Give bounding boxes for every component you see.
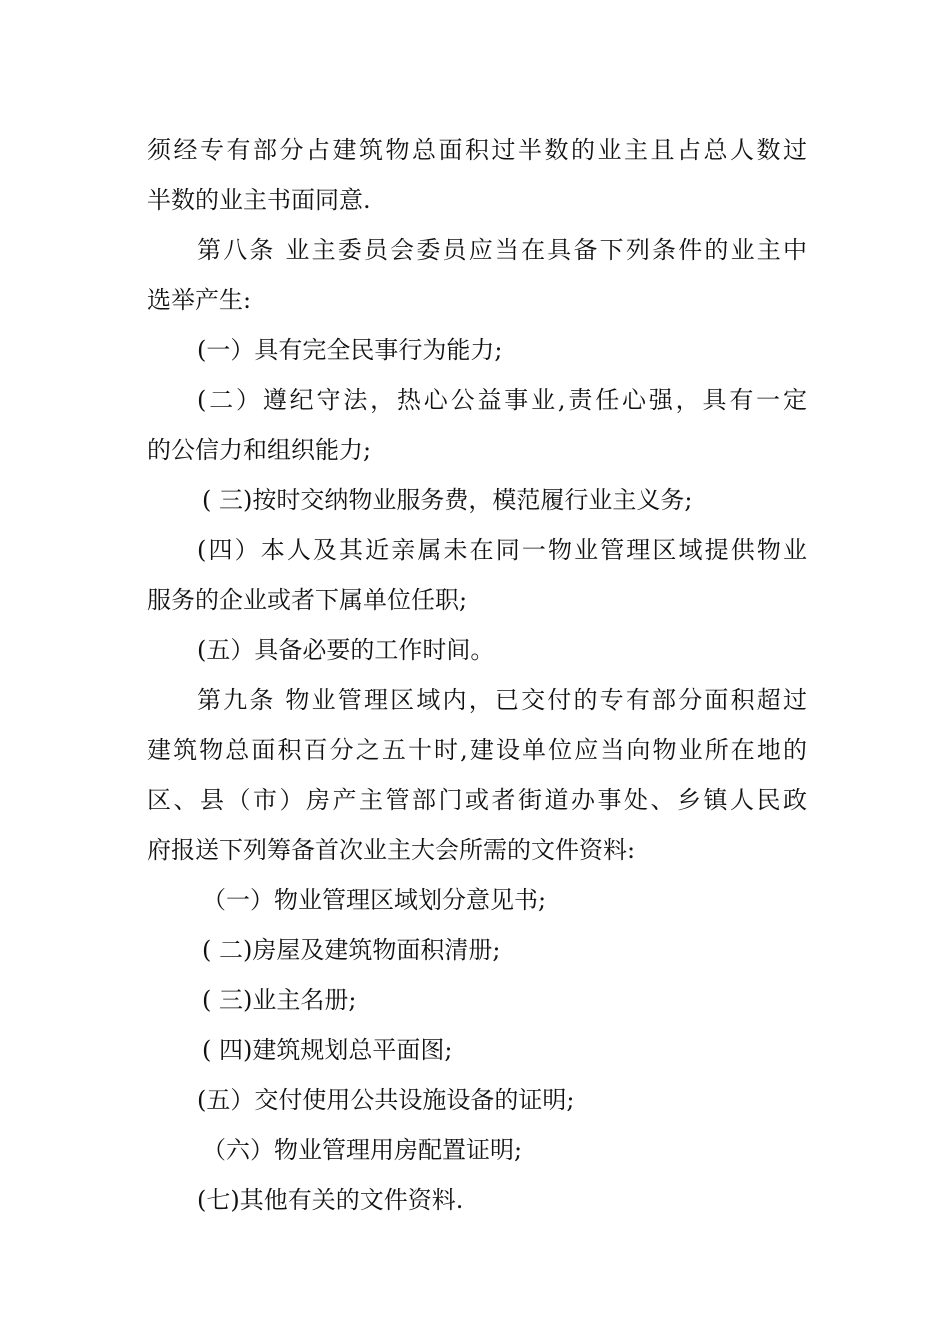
text-line-4: 选举产生: [147, 286, 252, 314]
article-9-item-7: (七)其他有关的文件资料. [197, 1186, 464, 1214]
article-9-item-4: ( 四)建筑规划总平面图; [202, 1036, 453, 1064]
article-8-item-1: (一）具有完全民事行为能力; [197, 336, 503, 364]
text-line-10: 服务的企业或者下属单位任职; [147, 586, 468, 614]
article-9-item-6: （六）物业管理用房配置证明; [202, 1136, 523, 1164]
article-8-item-4: (四）本人及其近亲属未在同一物业管理区域提供物业 [197, 536, 807, 564]
article-9-item-3: ( 三)业主名册; [202, 986, 357, 1014]
article-8-item-3: ( 三)按时交纳物业服务费，模范履行业主义务; [202, 486, 693, 514]
text-line-14: 区、县（市）房产主管部门或者街道办事处、乡镇人民政 [147, 786, 807, 814]
text-line-7: 的公信力和组织能力; [147, 436, 372, 464]
text-line-2: 半数的业主书面同意. [147, 186, 371, 214]
text-line-1: 须经专有部分占建筑物总面积过半数的业主且占总人数过 [147, 136, 807, 164]
article-8-heading-line: 第八条 业主委员会委员应当在具备下列条件的业主中 [197, 236, 807, 264]
text-line-13: 建筑物总面积百分之五十时,建设单位应当向物业所在地的 [147, 736, 807, 764]
article-8-item-2: (二）遵纪守法，热心公益事业,责任心强，具有一定 [197, 386, 807, 414]
article-9-item-2: ( 二)房屋及建筑物面积清册; [202, 936, 501, 964]
article-9-item-5: (五）交付使用公共设施设备的证明; [197, 1086, 575, 1114]
article-9-item-1: （一）物业管理区域划分意见书; [202, 886, 547, 914]
article-8-item-5: (五）具备必要的工作时间。 [197, 636, 495, 664]
text-line-15: 府报送下列筹备首次业主大会所需的文件资料: [147, 836, 636, 864]
article-9-heading-line: 第九条 物业管理区域内，已交付的专有部分面积超过 [197, 686, 807, 714]
